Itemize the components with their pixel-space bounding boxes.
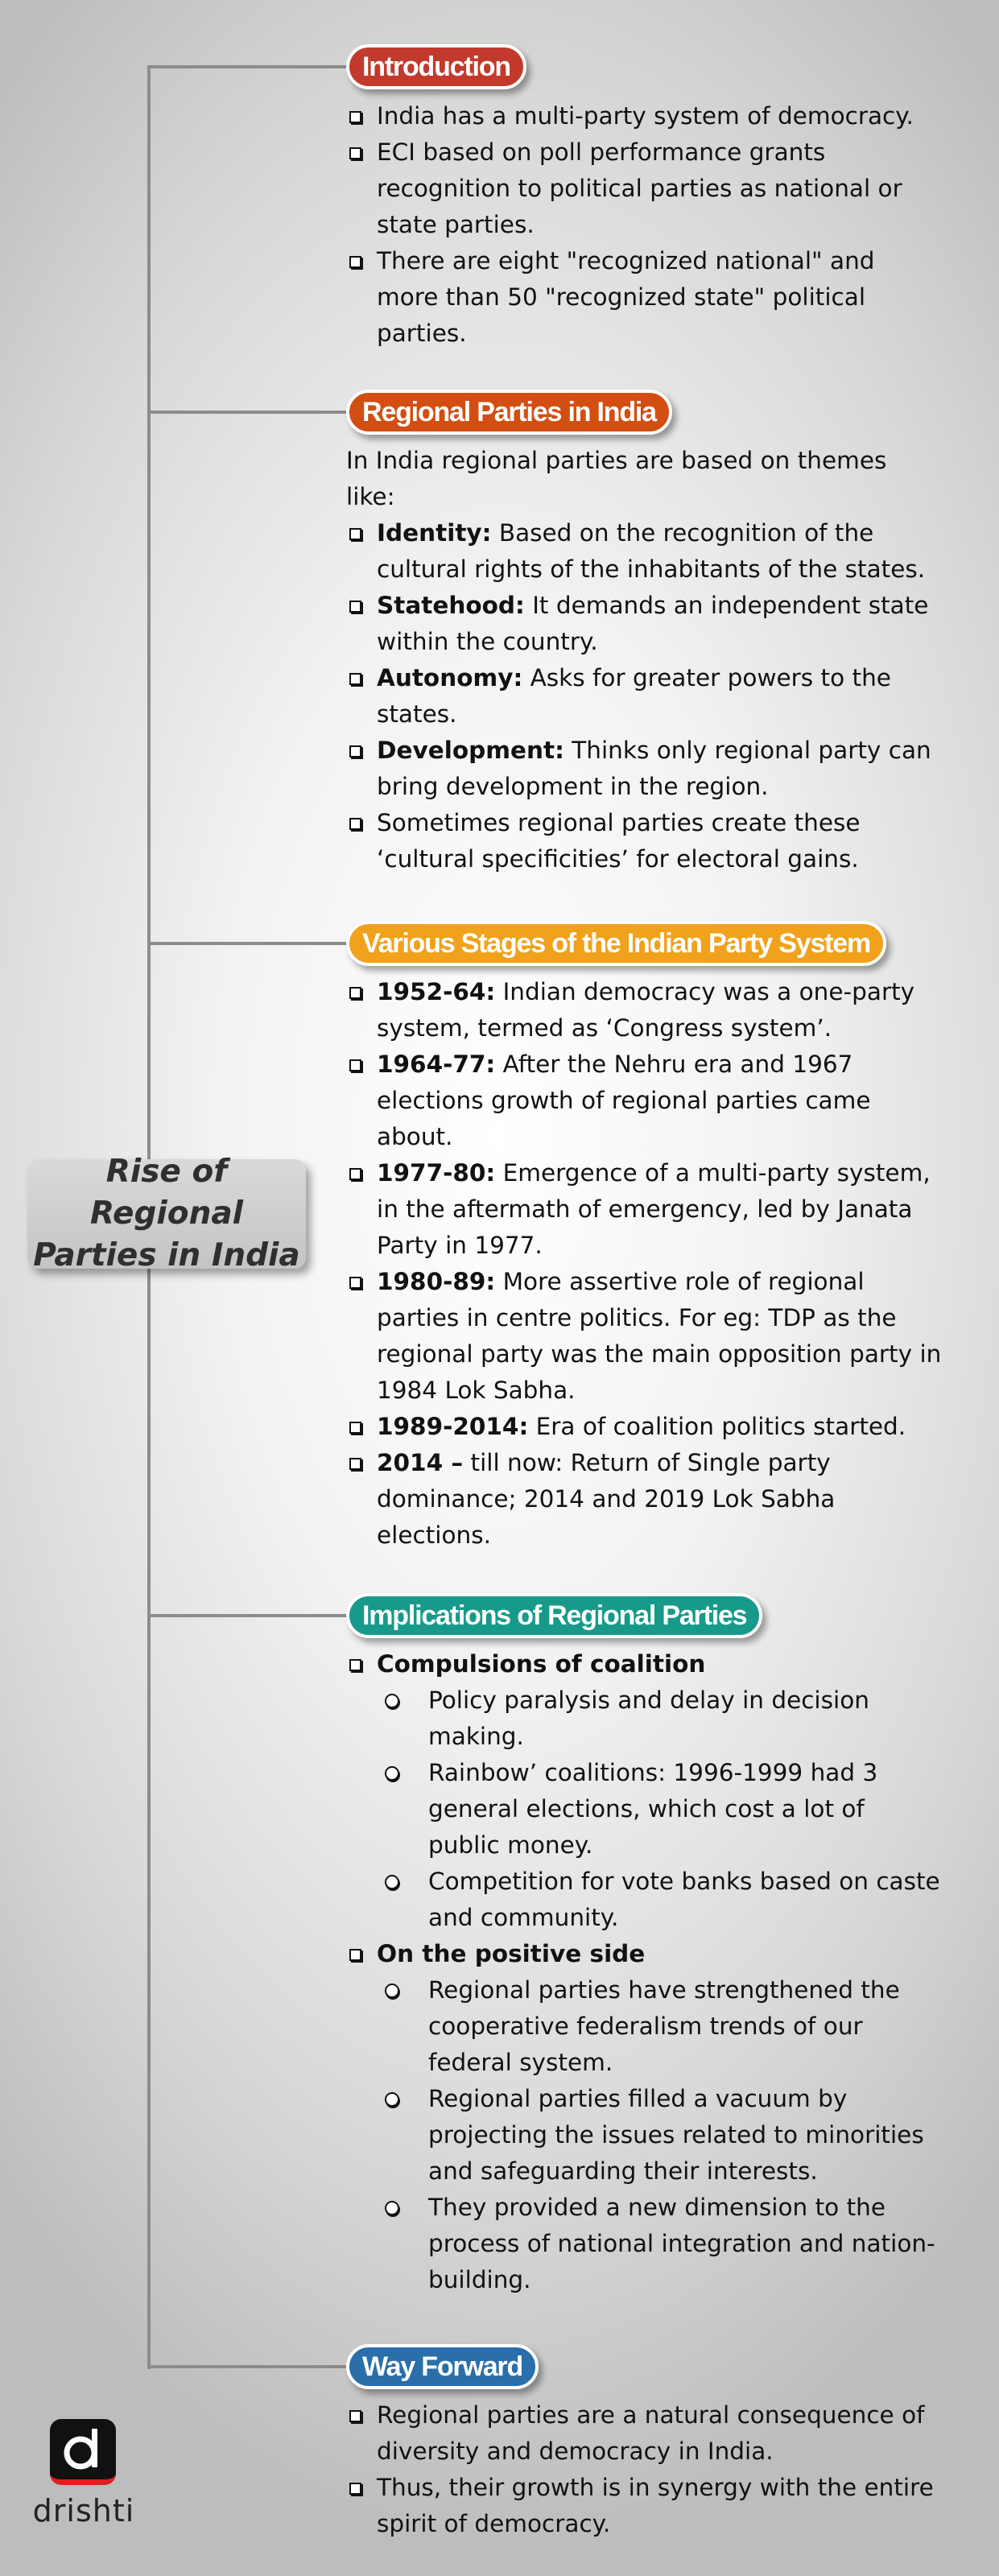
way-forward-point: Regional parties are a natural consequence of diversity and democracy in India. bbox=[377, 2401, 925, 2465]
regional-intro: In India regional parties are based on themes like: bbox=[346, 447, 887, 510]
positive-item: They provided a new dimension to the process of national integration and nation-building. bbox=[428, 2194, 935, 2293]
branch-introduction bbox=[147, 65, 349, 68]
coalition-item: Rainbow’ coalitions: 1996-1999 had 3 general elections, which cost a lot of public money. bbox=[428, 1759, 878, 1859]
stage-term: 2014 – bbox=[377, 1449, 464, 1476]
branch-implications bbox=[147, 1614, 349, 1617]
list-item bbox=[346, 515, 942, 588]
stages-heading bbox=[346, 921, 886, 966]
regional-heading-label: Regional Parties in India bbox=[362, 396, 656, 427]
list-item bbox=[346, 1264, 942, 1409]
regional-term-development: Development: bbox=[377, 737, 564, 764]
regional-text-specificities: Sometimes regional parties create these ‘cultural specificities’ for electoral gains. bbox=[377, 809, 861, 873]
list-item bbox=[346, 134, 942, 243]
regional-text-autonomy: Asks for greater powers to the states. bbox=[377, 664, 891, 728]
positive-item: Regional parties filled a vacuum by projecting the issues related to minorities and safeguarding their interests. bbox=[428, 2085, 924, 2185]
branch-stages bbox=[147, 942, 349, 945]
way-forward-section bbox=[346, 2397, 942, 2542]
introduction-section bbox=[346, 98, 942, 352]
positive-item: Regional parties have strengthened the cooperative federalism trends of our federal system. bbox=[428, 1976, 900, 2076]
list-item bbox=[346, 1409, 942, 1445]
d-glyph-icon bbox=[50, 2419, 116, 2480]
root-topic-title: Rise of Regional Parties in India bbox=[33, 1154, 300, 1274]
stage-term: 1977-80: bbox=[377, 1159, 496, 1187]
list-item bbox=[346, 733, 942, 805]
regional-term-identity: Identity: bbox=[377, 519, 492, 547]
regional-text-statehood: It demands an independent state within the country. bbox=[377, 592, 929, 655]
positive-title: On the positive side bbox=[377, 1940, 646, 1967]
list-item bbox=[346, 1646, 942, 1682]
stage-term: 1989-2014: bbox=[377, 1413, 529, 1440]
drishti-d-logo-icon bbox=[50, 2419, 116, 2485]
list-item bbox=[346, 2470, 942, 2542]
list-item bbox=[346, 2397, 942, 2470]
way-forward-point: Thus, their growth is in synergy with the entire spirit of democracy. bbox=[377, 2474, 934, 2537]
way-forward-heading bbox=[346, 2344, 539, 2389]
list-item bbox=[346, 1155, 942, 1264]
way-forward-heading-label: Way Forward bbox=[362, 2351, 523, 2382]
introduction-heading-label: Introduction bbox=[362, 51, 510, 82]
branch-way-forward bbox=[147, 2365, 349, 2368]
implications-section bbox=[346, 1646, 942, 2298]
implications-heading-label: Implications of Regional Parties bbox=[362, 1600, 747, 1631]
stages-section bbox=[346, 974, 942, 1554]
stage-text: till now: Return of Single party dominance; 2014 and 2019 Lok Sabha elections. bbox=[377, 1449, 836, 1549]
list-item bbox=[382, 1972, 942, 2081]
stage-text: Indian democracy was a one-party system, termed as ‘Congress system’. bbox=[377, 978, 915, 1042]
list-item bbox=[346, 98, 942, 134]
list-item bbox=[346, 243, 942, 352]
stage-term: 1980-89: bbox=[377, 1268, 496, 1295]
list-item bbox=[382, 2190, 942, 2298]
introduction-heading bbox=[346, 44, 526, 89]
list-item bbox=[382, 2081, 942, 2190]
stage-text: More assertive role of regional parties in centre politics. For eg: TDP as the regional party was the main opposition party in 1984 Lok Sabha. bbox=[377, 1268, 942, 1404]
list-item bbox=[382, 1682, 942, 1755]
branch-regional bbox=[147, 411, 349, 414]
coalition-item: Competition for vote banks based on caste and community. bbox=[428, 1868, 940, 1931]
list-item bbox=[346, 588, 942, 660]
root-topic-box bbox=[27, 1154, 306, 1274]
list-item bbox=[346, 1445, 942, 1554]
list-item bbox=[346, 1046, 942, 1155]
regional-term-statehood: Statehood: bbox=[377, 592, 525, 619]
stages-heading-label: Various Stages of the Indian Party System bbox=[362, 927, 871, 959]
coalition-item: Policy paralysis and delay in decision making. bbox=[428, 1686, 869, 1750]
stage-text: Era of coalition politics started. bbox=[528, 1413, 906, 1440]
list-item bbox=[346, 805, 942, 877]
list-item bbox=[346, 974, 942, 1046]
list-item bbox=[382, 1755, 942, 1864]
regional-section bbox=[346, 443, 942, 877]
coalition-title: Compulsions of coalition bbox=[377, 1650, 706, 1678]
stage-term: 1952-64: bbox=[377, 978, 496, 1005]
implications-heading bbox=[346, 1593, 762, 1638]
regional-heading bbox=[346, 390, 672, 435]
list-item bbox=[382, 1864, 942, 1936]
stage-text: After the Nehru era and 1967 elections growth of regional parties came about. bbox=[377, 1051, 871, 1150]
drishti-wordmark: drishti bbox=[32, 2493, 135, 2529]
stage-term: 1964-77: bbox=[377, 1051, 496, 1078]
regional-text-development: Thinks only regional party can bring development in the region. bbox=[377, 737, 931, 800]
regional-text-identity: Based on the recognition of the cultural rights of the inhabitants of the states. bbox=[377, 519, 926, 583]
list-item bbox=[346, 660, 942, 733]
introduction-point-1: India has a multi-party system of democracy. bbox=[377, 102, 914, 130]
introduction-point-3: There are eight "recognized national" and more than 50 "recognized state" political parties. bbox=[377, 247, 875, 347]
stage-text: Emergence of a multi-party system, in the aftermath of emergency, led by Janata Party in 1977. bbox=[377, 1159, 931, 1259]
list-item bbox=[346, 1936, 942, 1972]
introduction-point-2: ECI based on poll performance grants recognition to political parties as national or state parties. bbox=[377, 138, 902, 238]
regional-term-autonomy: Autonomy: bbox=[377, 664, 523, 691]
